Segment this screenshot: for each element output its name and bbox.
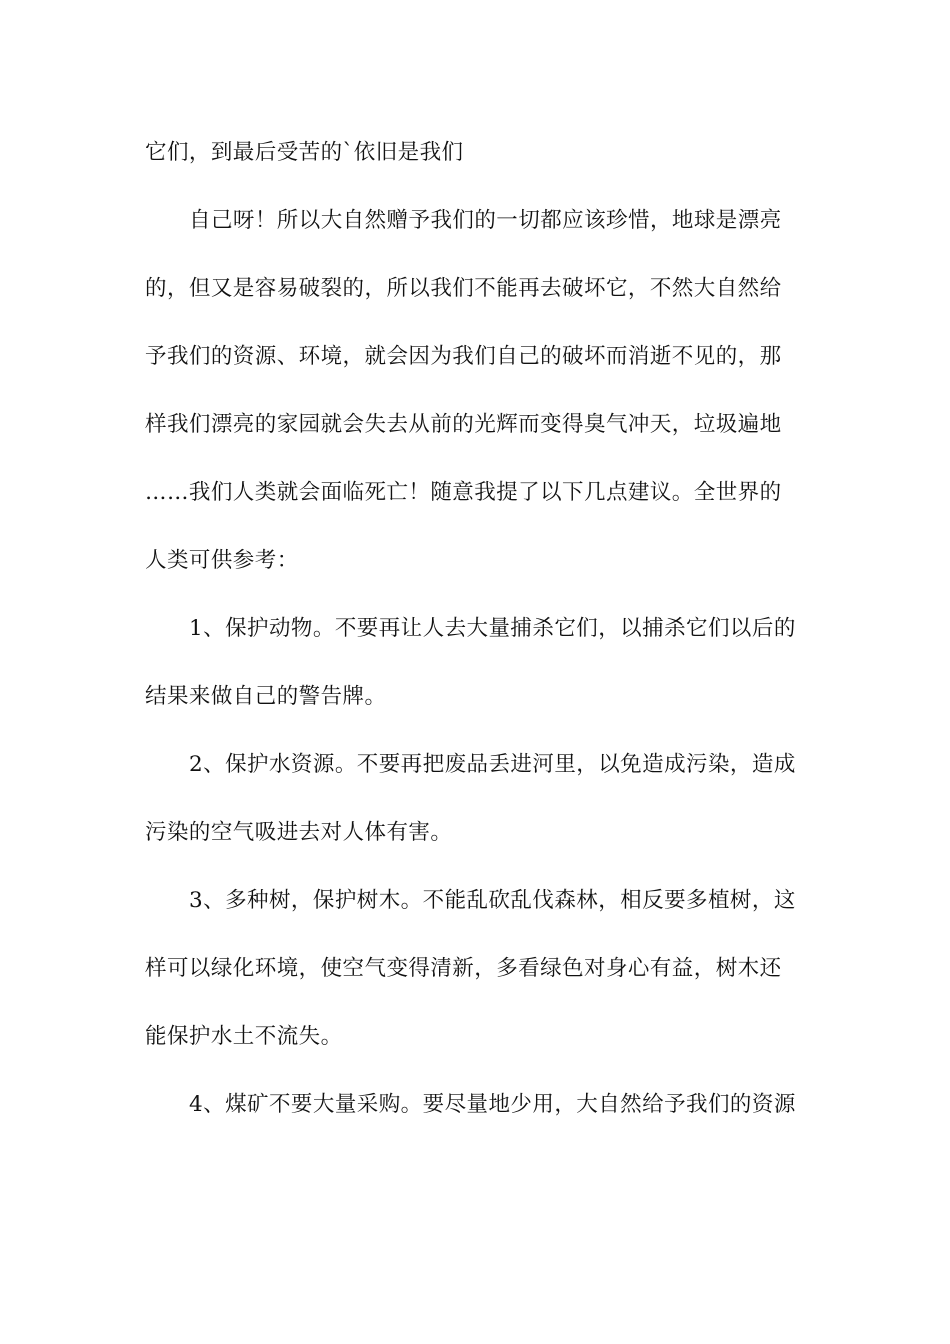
text-line: 1、保护动物。不要再让人去大量捕杀它们，以捕杀它们以后的 [189,616,796,641]
document-body [145,129,810,1149]
text-line: 它们，到最后受苦的`依旧是我们 [145,140,464,165]
text-line: 3、多种树，保护树木。不能乱砍乱伐森林，相反要多植树，这 [189,888,796,913]
text-line: 结果来做自己的警告牌。 [145,684,387,709]
text-line: 4、煤矿不要大量采购。要尽量地少用，大自然给予我们的资源 [189,1092,796,1117]
text-line: 自己呀！所以大自然赠予我们的一切都应该珍惜，地球是漂亮 [189,208,782,233]
text-line: 2、保护水资源。不要再把废品丢进河里，以免造成污染，造成 [189,752,796,777]
text-line: 样可以绿化环境，使空气变得清新，多看绿色对身心有益，树木还 [145,956,782,981]
text-line: 样我们漂亮的家园就会失去从前的光辉而变得臭气冲天，垃圾遍地 [145,412,782,437]
text-line: ……我们人类就会面临死亡！随意我提了以下几点建议。全世界的 [145,480,782,505]
text-line: 污染的空气吸进去对人体有害。 [145,820,453,845]
text-line: 的，但又是容易破裂的，所以我们不能再去破坏它，不然大自然给 [145,276,782,301]
text-line: 能保护水土不流失。 [145,1024,343,1049]
text-line: 人类可供参考： [145,548,299,573]
text-line: 予我们的资源、环境，就会因为我们自己的破坏而消逝不见的，那 [145,344,782,369]
